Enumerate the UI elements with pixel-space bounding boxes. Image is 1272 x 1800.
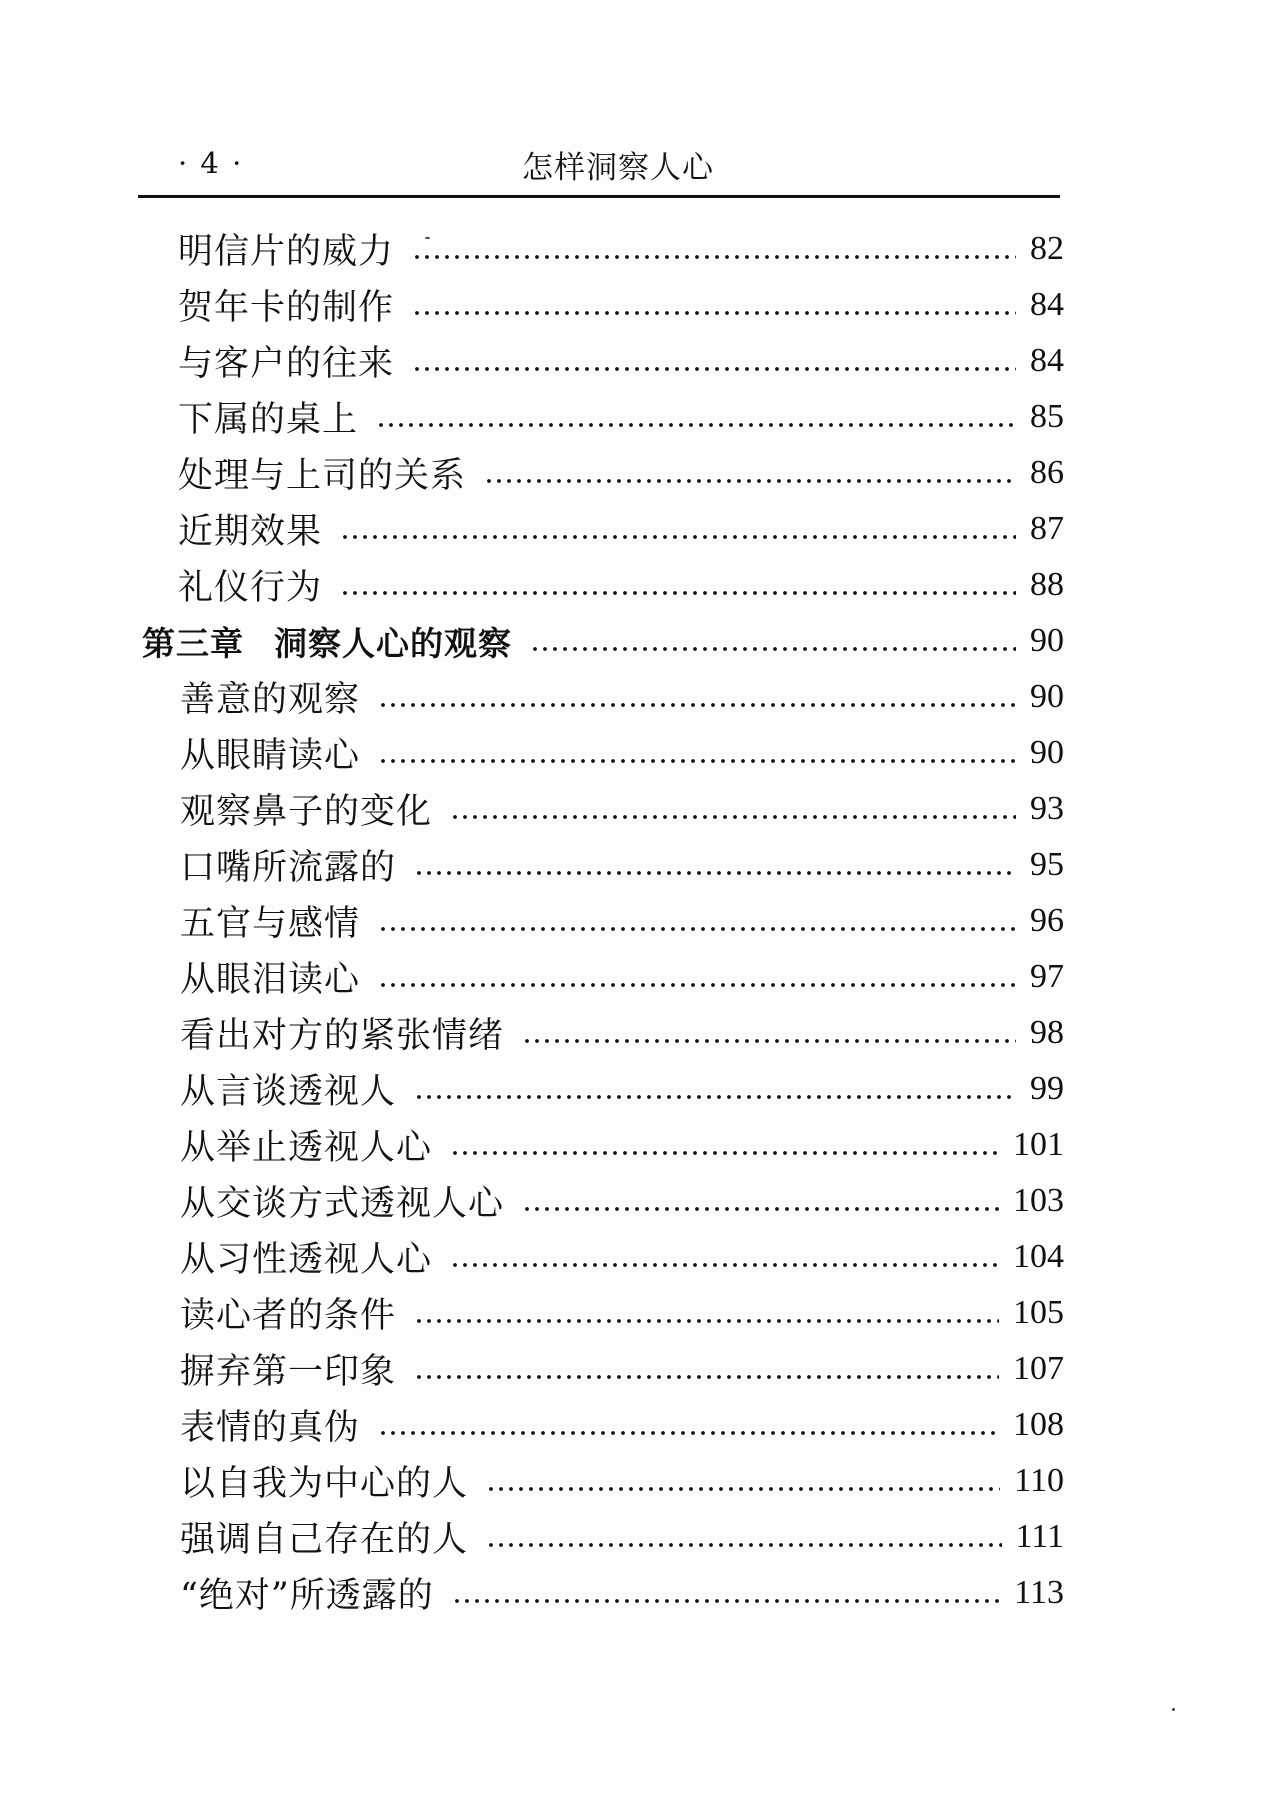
toc-entry-page: 107: [1013, 1350, 1064, 1387]
toc-entry: [180, 839, 1064, 891]
dot-leader: [378, 895, 1016, 947]
toc-entry: [178, 503, 1064, 555]
toc-entry: [180, 783, 1064, 835]
dot-leader: [412, 335, 1016, 387]
dot-leader: [452, 1567, 1000, 1619]
dot-leader: [450, 1231, 999, 1283]
toc-entry-page: 88: [1030, 566, 1064, 603]
toc-entry-page: 95: [1030, 846, 1064, 883]
toc-entry-title: 贺年卡的制作: [178, 288, 395, 328]
toc-entry-title: 近期效果: [178, 512, 323, 552]
toc-entry-page: 96: [1030, 902, 1064, 939]
toc-entry-title: 以自我为中心的人: [180, 1464, 469, 1504]
toc-entry-page: 84: [1030, 342, 1064, 379]
toc-entry-page: 99: [1030, 1070, 1064, 1107]
toc-entry-title: 从习性透视人心: [180, 1240, 433, 1280]
toc-entry-title: “绝对”所透露的: [180, 1576, 434, 1616]
toc-entry-title: 表情的真伪: [180, 1408, 361, 1448]
page-header: [138, 140, 1060, 192]
dot-leader: [412, 279, 1016, 331]
toc-entry-title: 处理与上司的关系: [178, 456, 467, 496]
toc-entry: [178, 223, 1064, 275]
toc-entry: [180, 1119, 1064, 1171]
toc-entry: [180, 671, 1064, 723]
toc-entry-title: 从言谈透视人: [180, 1072, 397, 1112]
dot-leader: [414, 1343, 999, 1395]
toc-entry-page: 84: [1030, 286, 1064, 323]
dot-leader: [486, 1455, 1000, 1507]
toc-entry-title: 善意的观察: [180, 680, 361, 720]
toc-entry-title: 从举止透视人心: [180, 1128, 433, 1168]
dot-leader: [530, 615, 1016, 667]
toc-entry-page: 90: [1030, 734, 1064, 771]
dot-leader: [376, 391, 1016, 443]
scan-speck: [425, 237, 430, 239]
toc-entry: [180, 1007, 1064, 1059]
toc-entry-page: 87: [1030, 510, 1064, 547]
dot-leader: [378, 727, 1016, 779]
dot-leader: [378, 951, 1016, 1003]
dot-leader: [486, 1511, 1002, 1563]
chapter-label: 第三章: [142, 623, 244, 663]
toc-entry-page: 98: [1030, 1014, 1064, 1051]
toc-entry-title: 与客户的往来: [178, 344, 395, 384]
toc-entry: [180, 1511, 1064, 1563]
scan-speck: [1172, 1708, 1175, 1711]
toc-entry-title: 读心者的条件: [180, 1296, 397, 1336]
toc-entry-title: 从交谈方式透视人心: [180, 1184, 505, 1224]
toc-entry: [180, 951, 1064, 1003]
toc-entry-page: 90: [1030, 622, 1064, 659]
toc-entry: [180, 1287, 1064, 1339]
dot-leader: [340, 503, 1016, 555]
toc-entry-page: 108: [1013, 1406, 1064, 1443]
toc-entry-title: 口嘴所流露的: [180, 848, 397, 888]
toc-entry: [180, 1231, 1064, 1283]
chapter-heading: [142, 618, 512, 665]
dot-leader: [414, 1063, 1016, 1115]
dot-leader: [450, 1119, 999, 1171]
toc-entry: [178, 391, 1064, 443]
toc-entry: [180, 1063, 1064, 1115]
toc-entry: [178, 279, 1064, 331]
toc-entry-page: 86: [1030, 454, 1064, 491]
toc-entry-page: 113: [1014, 1574, 1064, 1611]
toc-entry-page: 82: [1030, 230, 1064, 267]
toc-entry-title: 下属的桌上: [178, 400, 359, 440]
toc-entry-title: 摒弃第一印象: [180, 1352, 397, 1392]
dot-leader: [414, 839, 1016, 891]
toc-entry-page: 101: [1013, 1126, 1064, 1163]
toc-entry: [180, 895, 1064, 947]
dot-leader: [450, 783, 1016, 835]
toc-entry-page: 103: [1013, 1182, 1064, 1219]
toc-entry: [180, 1343, 1064, 1395]
toc-entry: [178, 559, 1064, 611]
dot-leader: [484, 447, 1016, 499]
toc-entry: [180, 727, 1064, 779]
dot-leader: [412, 223, 1016, 275]
toc-entry-title: 观察鼻子的变化: [180, 792, 433, 832]
toc-entry: [180, 1567, 1064, 1619]
dot-leader: [522, 1007, 1016, 1059]
toc-entry-title: 明信片的威力: [178, 232, 395, 272]
toc-entry-page: 85: [1030, 398, 1064, 435]
toc-chapter-entry: [142, 615, 1064, 667]
toc-entry-title: 从眼泪读心: [180, 960, 361, 1000]
toc-entry-page: 93: [1030, 790, 1064, 827]
toc-entry-title: 强调自己存在的人: [180, 1520, 469, 1560]
page-number: · 4 ·: [178, 146, 244, 180]
toc-entry: [178, 335, 1064, 387]
toc-entry: [180, 1399, 1064, 1451]
dot-leader: [340, 559, 1016, 611]
toc-entry-title: 看出对方的紧张情绪: [180, 1016, 505, 1056]
header-rule: [138, 195, 1060, 198]
toc-entry: [178, 447, 1064, 499]
toc-entry: [180, 1455, 1064, 1507]
toc-entry-title: 从眼睛读心: [180, 736, 361, 776]
running-title: 怎样洞察人心: [522, 150, 714, 186]
toc-entry-page: 97: [1030, 958, 1064, 995]
dot-leader: [522, 1175, 999, 1227]
toc-entry-title: 礼仪行为: [178, 568, 323, 608]
dot-leader: [378, 671, 1016, 723]
toc-entry-page: 105: [1013, 1294, 1064, 1331]
toc-entry: [180, 1175, 1064, 1227]
toc-entry-page: 111: [1015, 1518, 1064, 1555]
toc-entry-page: 104: [1013, 1238, 1064, 1275]
dot-leader: [378, 1399, 999, 1451]
toc-entry-page: 110: [1014, 1462, 1064, 1499]
toc-entry-title: 五官与感情: [180, 904, 361, 944]
chapter-title: 洞察人心的观察: [274, 623, 512, 663]
dot-leader: [414, 1287, 999, 1339]
toc-entry-page: 90: [1030, 678, 1064, 715]
